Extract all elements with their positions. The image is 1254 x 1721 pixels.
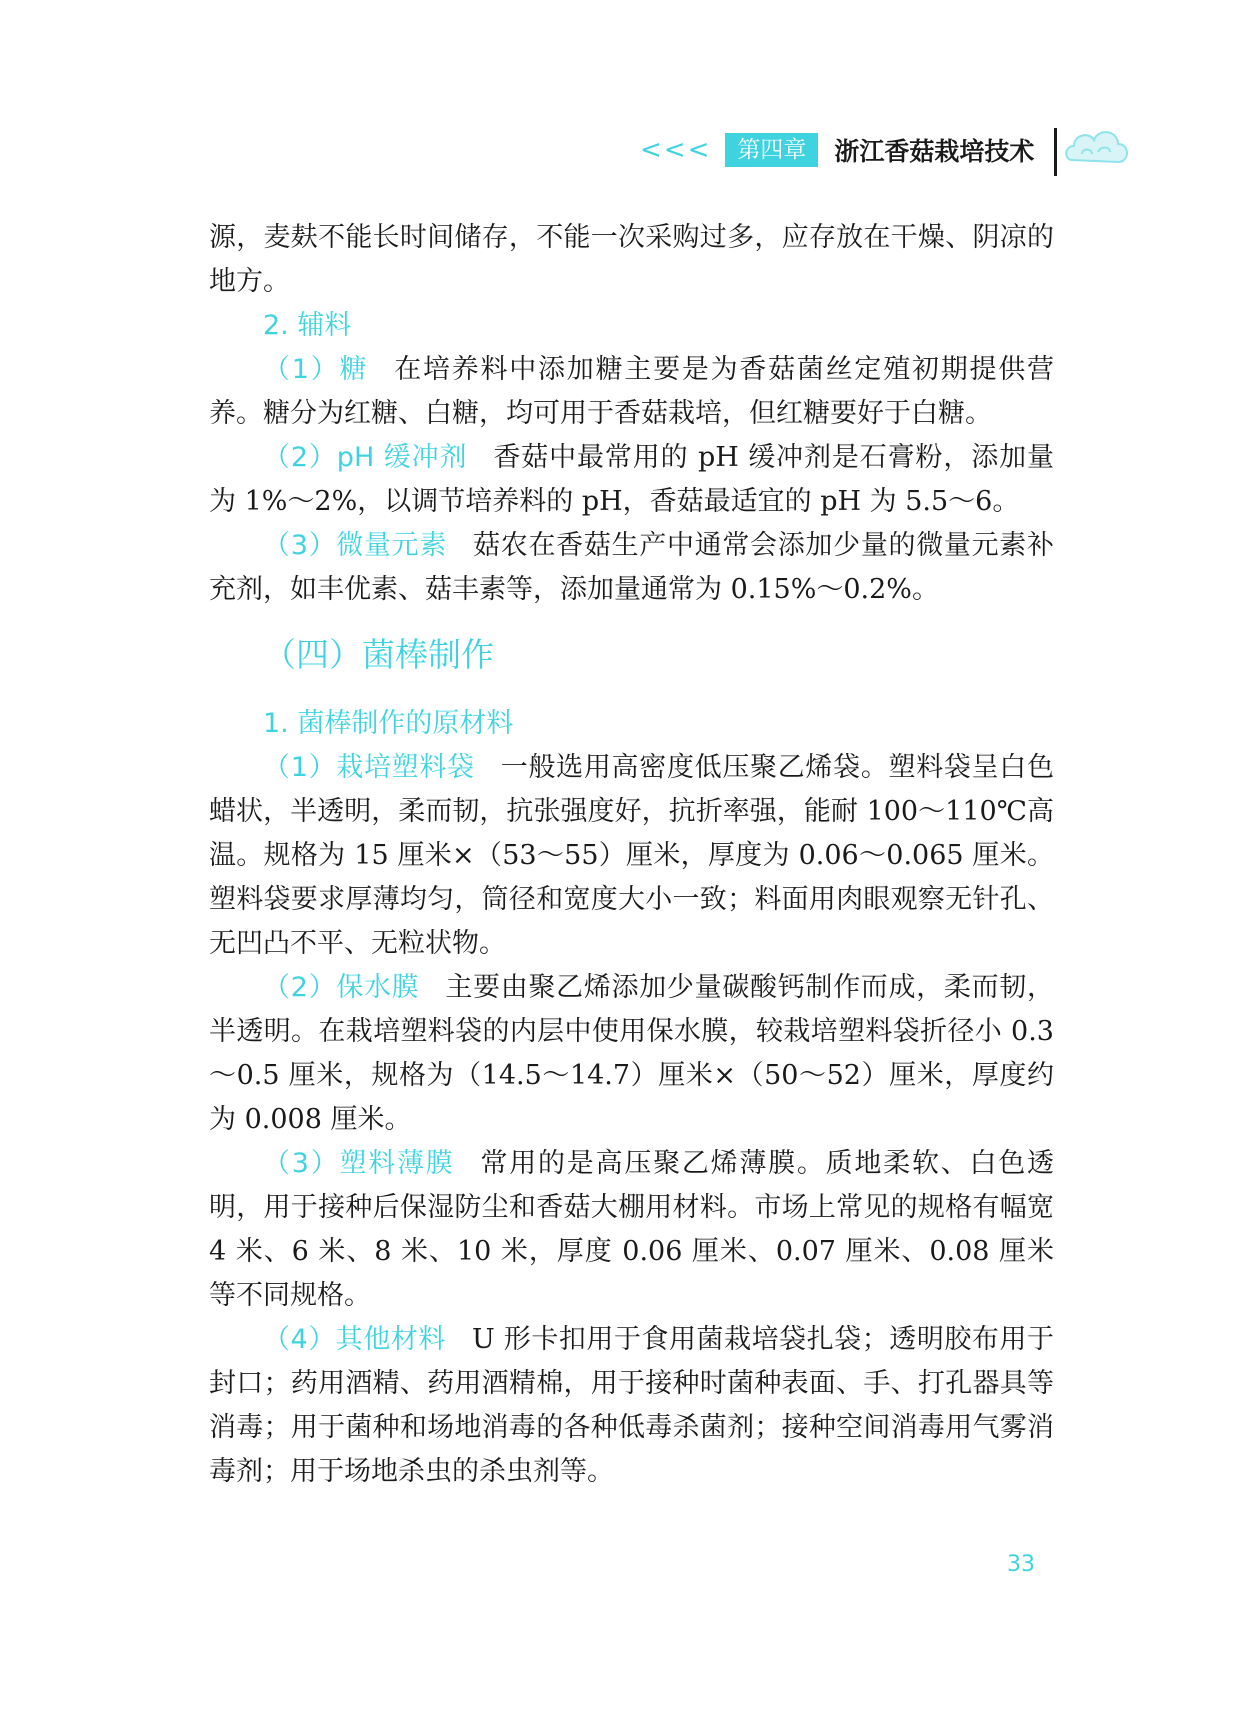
section-heading: （四）菌棒制作 (263, 635, 494, 674)
paragraph (209, 966, 1054, 1142)
item-text: 一般选用高密度低压聚乙烯袋。塑料袋呈白色蜡状，半透明，柔而韧，抗张强度好，抗折率强，能耐 100～110℃高温。规格为 15 厘米×（53～55）厘米，厚度为 0.06～0.065 厘米。塑料袋要求厚薄均匀，筒径和宽度大小一致；料面用肉眼观察无针孔、无凹凸不平、无粒状物。 (209, 752, 1055, 959)
page-body (209, 216, 1054, 1494)
item-label: （2）保水膜 (263, 972, 420, 1003)
item-text: U 形卡扣用于食用菌栽培袋扎袋；透明胶布用于封口；药用酒精、药用酒精棉，用于接种时菌种表面、手、打孔器具等消毒；用于菌种和场地消毒的各种低毒杀菌剂；接种空间消毒用气雾消毒剂；用于场地杀虫的杀虫剂等。 (209, 1324, 1054, 1487)
paragraph (209, 524, 1054, 612)
paragraph (209, 436, 1054, 524)
item-label: （1）栽培塑料袋 (263, 752, 475, 783)
item-text: 在培养料中添加糖主要是为香菇菌丝定殖初期提供营养。糖分为红糖、白糖，均可用于香菇栽培，但红糖要好于白糖。 (209, 354, 1054, 429)
subsection-heading: 2. 辅料 (263, 310, 352, 341)
cloud-icon (1062, 120, 1132, 180)
paragraph (209, 348, 1054, 436)
item-label: （3）塑料薄膜 (263, 1148, 455, 1179)
item-text: 主要由聚乙烯添加少量碳酸钙制作而成，柔而韧，半透明。在栽培塑料袋的内层中使用保水膜，较栽培塑料袋折径小 0.3～0.5 厘米，规格为（14.5～14.7）厘米×（50～52）厘米，厚度约为 0.008 厘米。 (209, 972, 1054, 1135)
chapter-tag: 第四章 (725, 133, 818, 167)
paragraph (209, 746, 1054, 966)
chapter-title: 浙江香菇栽培技术 (834, 137, 1035, 166)
page-number: 33 (1007, 1552, 1035, 1577)
chevron-icon: <<< (640, 135, 712, 165)
item-text: 香菇中最常用的 pH 缓冲剂是石膏粉，添加量为 1%～2%，以调节培养料的 pH，香菇最适宜的 pH 为 5.5～6。 (209, 442, 1054, 517)
item-text: 菇农在香菇生产中通常会添加少量的微量元素补充剂，如丰优素、菇丰素等，添加量通常为 0.15%～0.2%。 (209, 530, 1054, 605)
paragraph: 源，麦麸不能长时间储存，不能一次采购过多，应存放在干燥、阴凉的地方。 (209, 222, 1054, 297)
item-label: （3）微量元素 (263, 530, 448, 561)
paragraph (209, 1318, 1054, 1494)
subsection-heading: 1. 菌棒制作的原材料 (263, 708, 514, 739)
paragraph (209, 1142, 1054, 1318)
item-label: （4）其他材料 (263, 1324, 446, 1355)
item-label: （2）pH 缓冲剂 (263, 442, 468, 473)
header-divider (1054, 128, 1057, 176)
item-label: （1）糖 (263, 354, 369, 385)
running-header (640, 128, 1034, 172)
item-text: 常用的是高压聚乙烯薄膜。质地柔软、白色透明，用于接种后保湿防尘和香菇大棚用材料。市场上常见的规格有幅宽 4 米、6 米、8 米、10 米，厚度 0.06 厘米、0.07 厘米、0.08 厘米等不同规格。 (209, 1148, 1054, 1311)
